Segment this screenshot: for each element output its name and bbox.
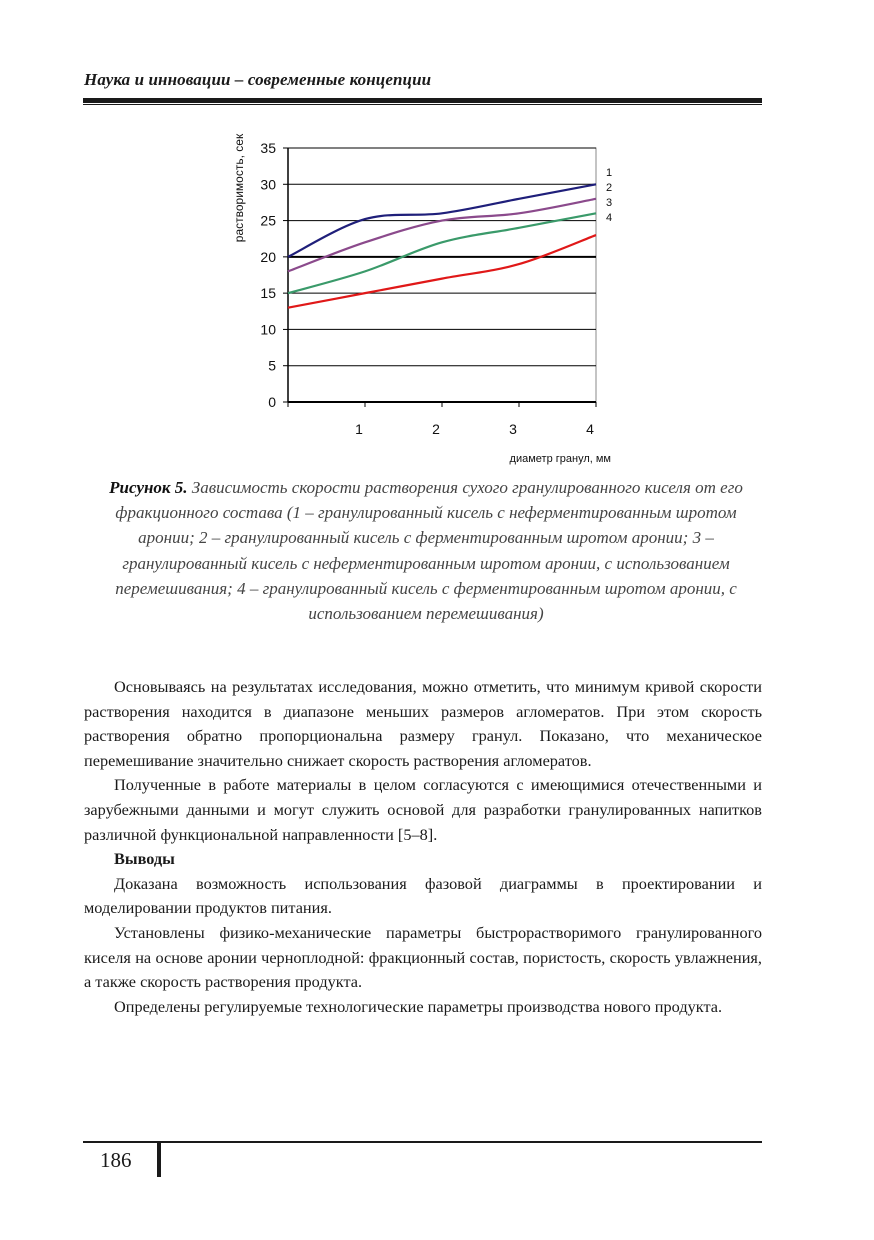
series-line-4	[288, 235, 596, 308]
paragraph: Определены регулируемые технологические параметры производства нового продукта.	[114, 996, 723, 1016]
y-tick-label: 20	[260, 248, 276, 265]
footer-rule	[83, 1141, 762, 1143]
chart-legend	[606, 167, 612, 224]
caption-label: Рисунок 5.	[109, 478, 188, 497]
series-line-2	[288, 199, 596, 272]
running-header: Наука и инновации – современные концепции	[84, 70, 432, 89]
legend-label-3: 3	[606, 197, 613, 209]
chart-gridlines	[283, 148, 596, 407]
y-tick-label: 25	[260, 212, 276, 229]
x-tick-label: 3	[509, 421, 517, 437]
legend-label-2: 2	[606, 182, 613, 194]
caption-text: Зависимость скорости растворения сухого гранулированного киселя от его фракционного состава (1 – гранулированный кисель с неферментированным шротом аронии; 2 – гранулированный кисель с ферментированным шротом аронии; 3 – гранулированный кисель с неферментированным шротом аронии, с использованием перемешивания; 4 – гранулированный кисель с ферментированным шротом аронии, с использованием перемешивания)	[115, 478, 743, 624]
paragraph: Полученные в работе материалы в целом согласуются с имеющимися отечественными и зарубежными данными и могут служить основой для разработки гранулированных напитков различной функциональной направленности [5–8].	[84, 775, 762, 844]
y-axis-label: растворимость, сек	[232, 133, 246, 243]
x-tick-label: 4	[586, 421, 594, 437]
header-rule-thick	[83, 98, 762, 103]
paragraph: Доказана возможность использования фазовой диаграммы в проектировании и моделировании продуктов питания.	[84, 873, 762, 918]
y-tick-label: 10	[260, 321, 276, 338]
plot-frame	[288, 148, 596, 402]
x-tick-label: 2	[432, 421, 440, 437]
footer-bar	[157, 1143, 161, 1177]
paragraph: Установлены физико-механические параметры быстрорастворимого гранулированного киселя на основе аронии черноплодной: фракционный состав, пористость, скорость увлажнения, а также скорость растворения продукта.	[84, 922, 762, 992]
dissolution-chart	[225, 118, 645, 470]
y-tick-label: 5	[268, 357, 276, 374]
x-tick-labels	[355, 421, 594, 437]
y-tick-label: 15	[260, 285, 276, 302]
header-rule-thin	[83, 104, 762, 105]
y-tick-label: 35	[260, 140, 276, 156]
y-tick-label: 30	[260, 176, 276, 193]
x-tick-label: 1	[355, 421, 363, 437]
chart-series	[288, 184, 596, 307]
body-text	[84, 675, 762, 1019]
paragraph: Основываясь на результатах исследования, можно отметить, что минимум кривой скорости растворения находится в диапазоне меньших размеров агломератов. При этом скорость растворения обратно пропорциональна размеру гранул. Показано, что механическое перемешивание значительно снижает скорость растворения агломератов.	[84, 677, 762, 770]
y-tick-label: 0	[268, 394, 276, 410]
page-number: 186	[100, 1148, 132, 1172]
x-axis-label: диаметр гранул, мм	[509, 453, 611, 465]
legend-label-1: 1	[606, 167, 613, 179]
section-heading: Выводы	[114, 849, 175, 869]
figure-caption	[92, 475, 760, 626]
legend-label-4: 4	[606, 212, 613, 224]
y-tick-labels	[260, 140, 276, 410]
